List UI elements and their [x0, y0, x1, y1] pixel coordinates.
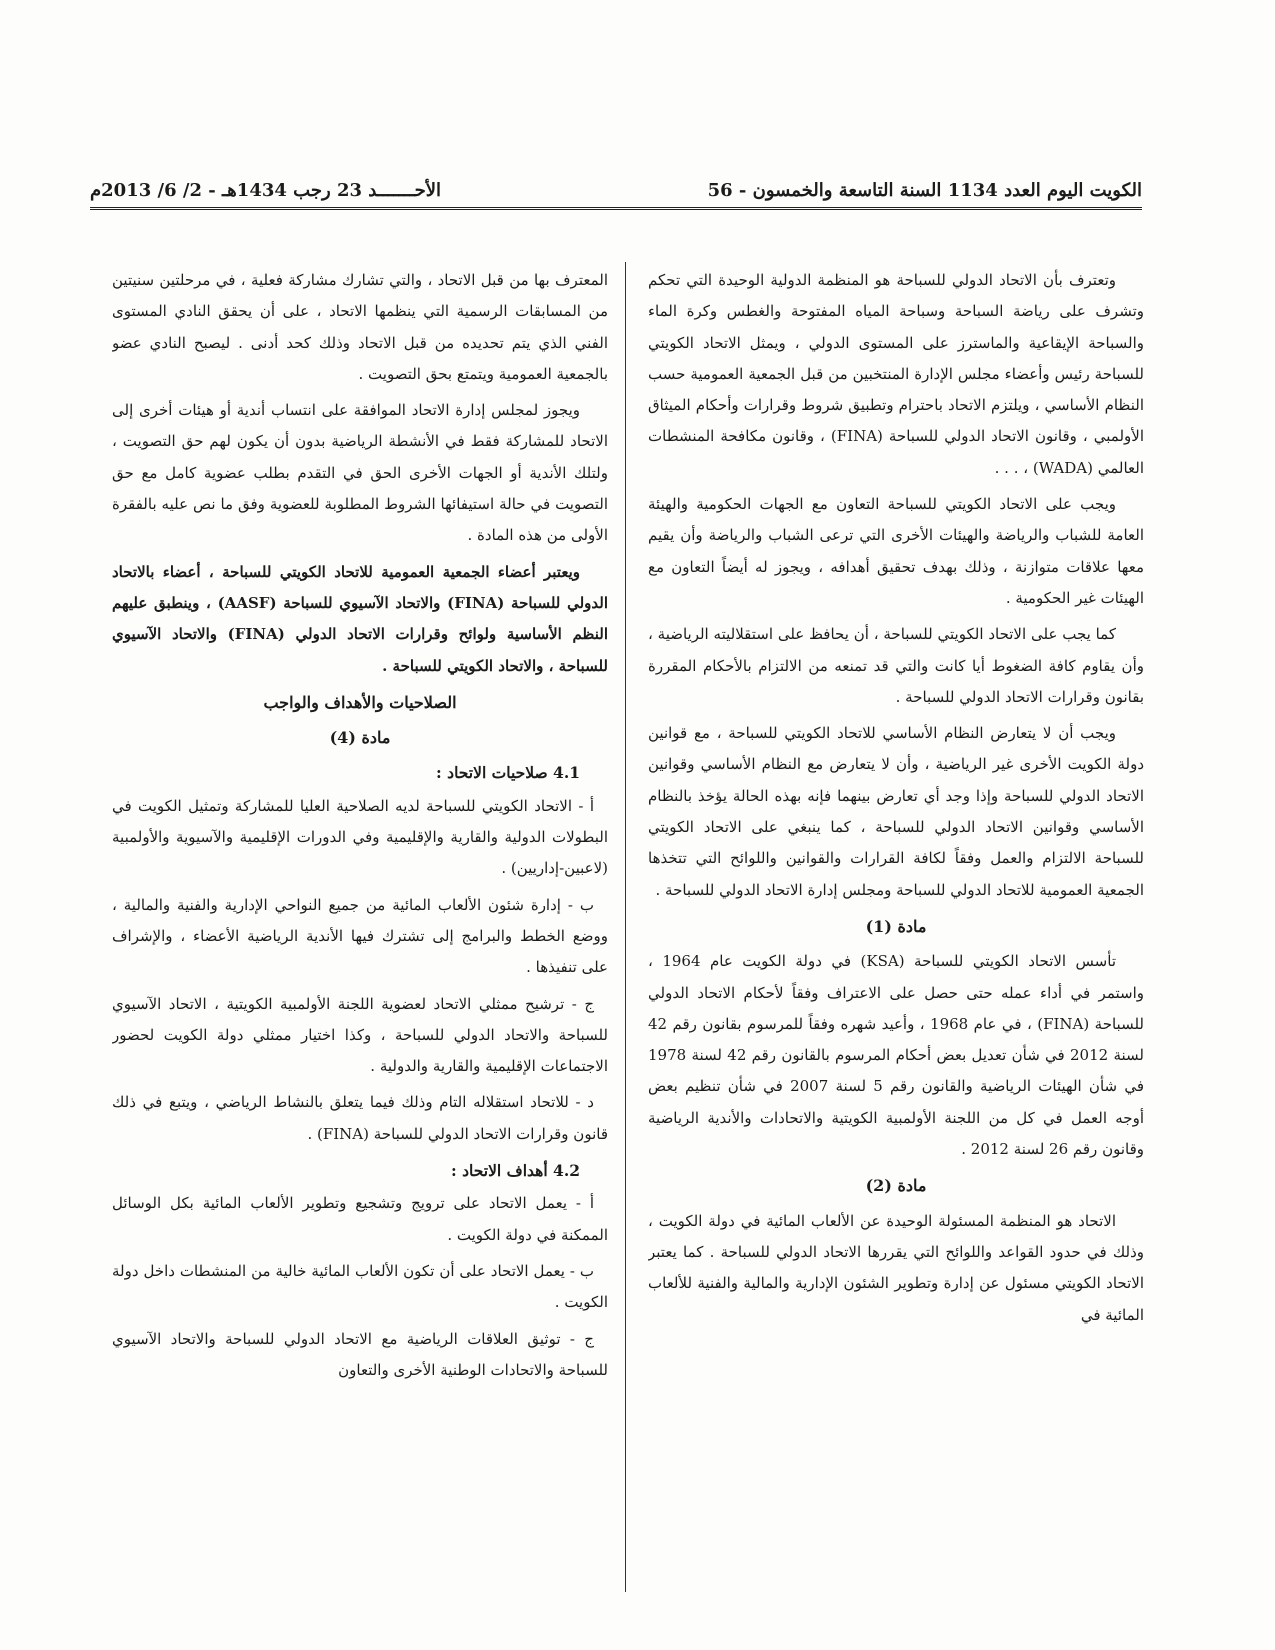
list-item: أ - الاتحاد الكويتي للسباحة لديه الصلاحية العليا للمشاركة وتمثيل الكويت في البطولات الدولية والقارية والإقليمية وفي الدورات الإقليمية والآسيوية والأولمبية (لاعبين-إداريين) .: [112, 796, 608, 878]
paragraph: ويجوز لمجلس إدارة الاتحاد الموافقة على انتساب أندية أو هيئات أخرى إلى الاتحاد للمشاركة فقط في الأنشطة الرياضية بدون أن يكون لهم حق التصويت ، ولتلك الأندية أو الجهات الأخرى الحق في التقدم بطلب عضوية كامل مع حق التصويت في حالة استيفائها الشروط المطلوبة للعضوية وفق ما نص عليه بالفقرة الأولى من هذه المادة .: [112, 401, 608, 545]
paragraph: كما يجب على الاتحاد الكويتي للسباحة ، أن يحافظ على استقلاليته الرياضية ، وأن يقاوم كافة الضغوط أيا كانت والتي قد تمنعه من الالتزام بالأحكام المقررة بقانون وقرارات الاتحاد الدولي للسباحة .: [648, 625, 1144, 706]
paragraph: المعترف بها من قبل الاتحاد ، والتي تشارك مشاركة فعلية ، في مرحلتين سنيتين من المسابقات الرسمية التي ينظمها الاتحاد ، على أن يحقق النادي المستوى الفني الذي يتم تحديده من قبل الاتحاد وذلك كحد أدنى . ليصبح النادي عضو بالجمعية العمومية ويتمتع بحق التصويت .: [112, 271, 608, 383]
article-1-text: تأسس الاتحاد الكويتي للسباحة (KSA) في دولة الكويت عام 1964 ، واستمر في أداء عمله حتى حصل على الاعتراف وفقاً لأحكام الاتحاد الدولي للسباحة (FINA) ، في عام 1968 ، وأعيد شهره وفقاً للمرسوم بقانون رقم 42 لسنة 2012 في شأن تعديل بعض أحكام المرسوم بالقانون رقم 42 لسنة 1978 في شأن الهيئات الرياضية والقانون رقم 5 لسنة 2007 في شأن تنظيم بعض أوجه العمل في كل من اللجنة الأولمبية الكويتية والاتحادات والأندية الرياضية وقانون رقم 26 لسنة 2012 .: [648, 952, 1144, 1159]
header-rule: [90, 207, 1142, 210]
powers-subheading: 4.1 صلاحيات الاتحاد :: [436, 763, 580, 783]
goals-subheading: 4.2 أهداف الاتحاد :: [451, 1161, 580, 1181]
article-4-title: مادة (4): [329, 728, 391, 748]
list-item: ج - ترشيح ممثلي الاتحاد لعضوية اللجنة الأولمبية الكويتية ، الاتحاد الآسيوي للسباحة والاتحاد الدولي للسباحة ، وكذا اختيار ممثلي دولة الكويت لحضور الاجتماعات الإقليمية والقارية والدولية .: [112, 994, 608, 1076]
list-item: ب - إدارة شئون الألعاب المائية من جميع النواحي الإدارية والفنية والمالية ، ووضع الخطط والبرامج إلى تشترك فيها الأندية الرياضية الأعضاء ، والإشراف على تنفيذها .: [112, 895, 608, 977]
page-header: [90, 176, 1142, 204]
article-2-text: الاتحاد هو المنظمة المسئولة الوحيدة عن الألعاب المائية في دولة الكويت ، وذلك في حدود القواعد واللوائح التي يقررها الاتحاد الدولي للسباحة . كما يعتبر الاتحاد الكويتي مسئول عن إدارة وتطوير الشئون الإدارية والمالية والفنية للألعاب المائية في: [648, 1211, 1144, 1324]
list-item: ب - يعمل الاتحاد على أن تكون الألعاب المائية خالية من المنشطات داخل دولة الكويت .: [112, 1261, 608, 1312]
column-divider: [625, 262, 626, 1592]
paragraph: ويجب على الاتحاد الكويتي للسباحة التعاون مع الجهات الحكومية والهيئة العامة للشباب والرياضة والهيئات الأخرى التي ترعى الشباب والرياضة وأن يقيم معها علاقات متوازنة ، وذلك بهدف تحقيق أهدافه ، ويجوز له أيضاً التعاون مع الهيئات غير الحكومية .: [648, 495, 1144, 607]
article-1-title: مادة (1): [865, 916, 927, 936]
left-column: [112, 265, 608, 1595]
paragraph: ويجب أن لا يتعارض النظام الأساسي للاتحاد الكويتي للسباحة ، مع قوانين دولة الكويت الأخرى غير الرياضية ، وأن لا يتعارض مع النظام الأساسي وقوانين الاتحاد الدولي للسباحة وإذا وجد أي تعارض بينهما فإنه بهذه الحالة يؤخذ بالنظام الأساسي وقوانين الاتحاد الدولي للسباحة ، كما ينبغي على الاتحاد الكويتي للسباحة الالتزام والعمل وفقاً لكافة القرارات والقوانين واللوائح التي تتخذها الجمعية العمومية للاتحاد الدولي للسباحة ومجلس إدارة الاتحاد الدولي للسباحة .: [648, 724, 1144, 899]
header-issue-info: الكويت اليوم العدد 1134 السنة التاسعة والخمسون - 56: [707, 179, 1142, 201]
header-date: الأحـــــــد 23 رجب 1434هـ - 2/ 6/ 2013م: [90, 179, 442, 201]
article-2-title: مادة (2): [865, 1176, 927, 1196]
section-title: الصلاحيات والأهداف والواجب: [263, 692, 457, 712]
list-item: د - للاتحاد استقلاله التام وذلك فيما يتعلق بالنشاط الرياضي ، ويتبع في ذلك قانون وقرارات الاتحاد الدولي للسباحة (FINA) .: [112, 1093, 608, 1143]
list-item: ج - توثيق العلاقات الرياضية مع الاتحاد الدولي للسباحة والاتحاد الآسيوي للسباحة والاتحادات الوطنية الأخرى والتعاون: [112, 1329, 608, 1379]
right-column: [648, 265, 1144, 1595]
list-item: أ - يعمل الاتحاد على ترويج وتشجيع وتطوير الألعاب المائية بكل الوسائل الممكنة في دولة الكويت .: [112, 1194, 608, 1244]
paragraph: ويعتبر أعضاء الجمعية العمومية للاتحاد الكويتي للسباحة ، أعضاء بالاتحاد الدولي للسباحة (FINA) والاتحاد الآسيوي للسباحة (AASF) ، وينطبق عليهم النظم الأساسية ولوائح وقرارات الاتحاد الدولي (FINA) والاتحاد الآسيوي للسباحة ، والاتحاد الكويتي للسباحة .: [112, 562, 608, 675]
paragraph: وتعترف بأن الاتحاد الدولي للسباحة هو المنظمة الدولية الوحيدة التي تحكم وتشرف على رياضة السباحة وسباحة المياه المفتوحة والغطس وكرة الماء والسباحة الإيقاعية والماسترز على المستوى الدولي ، ويمثل الاتحاد الكويتي للسباحة رئيس وأعضاء مجلس الإدارة المنتخبين من قبل الجمعية العمومية حسب النظام الأساسي ، ويلتزم الاتحاد باحترام وتطبيق شروط وقرارات وأحكام الميثاق الأولمبي ، وقانون الاتحاد الدولي للسباحة (FINA) ، وقانون مكافحة المنشطات العالمي (WADA) ، . . .: [648, 271, 1144, 477]
